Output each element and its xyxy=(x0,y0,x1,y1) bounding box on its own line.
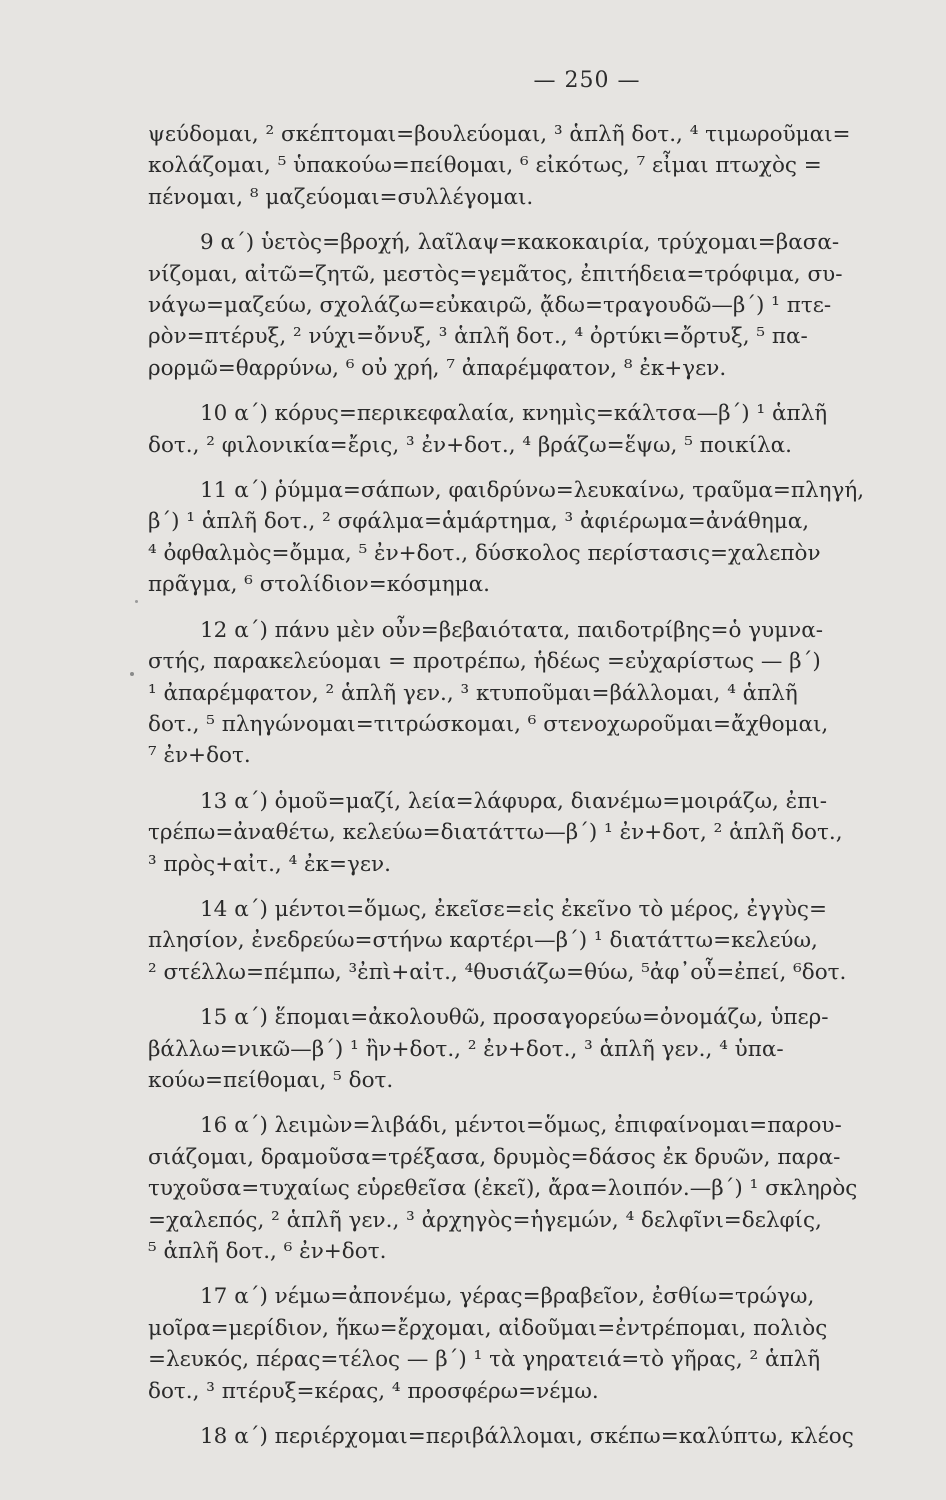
text-line: δοτ., ³ πτέρυξ=κέρας, ⁴ προσφέρω=νέμω. xyxy=(148,1378,599,1404)
paragraph-16 xyxy=(148,1110,906,1267)
paragraph-13 xyxy=(148,786,906,880)
text-line: τρέπω=ἀναθέτω, κελεύω=διατάττω—β΄) ¹ ἐν+δοτ, ² ἁπλῆ δοτ., xyxy=(148,820,843,846)
text-line: 13 α΄) ὁμοῦ=μαζί, λεία=λάφυρα, διανέμω=μοιράζω, ἐπι- xyxy=(200,788,828,814)
text-line: 15 α΄) ἕπομαι=ἀκολουθῶ, προσαγορεύω=ὀνομάζω, ὑπερ- xyxy=(200,1005,829,1031)
text-line: δοτ., ⁵ πληγώνομαι=τιτρώσκομαι, ⁶ στενοχωροῦμαι=ἄχθομαι, xyxy=(148,711,829,737)
text-line: κούω=πείθομαι, ⁵ δοτ. xyxy=(148,1067,394,1093)
text-line: 10 α΄) κόρυς=περικεφαλαία, κνημὶς=κάλτσα—β΄) ¹ ἁπλῆ xyxy=(200,401,828,427)
text-line: ² στέλλω=πέμπω, ³ἐπὶ+αἰτ., ⁴θυσιάζω=θύω, ⁵ἀφ᾽οὗ=ἐπεί, ⁶δοτ. xyxy=(148,959,847,985)
paragraph-18 xyxy=(148,1421,906,1452)
text-line: 12 α΄) πάνυ μὲν οὖν=βεβαιότατα, παιδοτρίβης=ὁ γυμνα- xyxy=(200,617,824,643)
text-line: βάλλω=νικῶ—β΄) ¹ ἢν+δοτ., ² ἐν+δοτ., ³ ἁπλῆ γεν., ⁴ ὑπα- xyxy=(148,1036,784,1062)
text-line: τυχοῦσα=τυχαίως εὑρεθεῖσα (ἐκεῖ), ἄρα=λοιπόν.—β΄) ¹ σκληρὸς xyxy=(148,1176,858,1202)
text-line: πλησίον, ἐνεδρεύω=στήνω καρτέρι—β΄) ¹ διατάττω=κελεύω, xyxy=(148,928,818,954)
text-line: μοῖρα=μερίδιον, ἥκω=ἔρχομαι, αἰδοῦμαι=ἐντρέπομαι, πολιὸς xyxy=(148,1315,828,1341)
text-line: πένομαι, ⁸ μαζεύομαι=συλλέγομαι. xyxy=(148,184,534,210)
text-line: ³ πρὸς+αἰτ., ⁴ ἐκ=γεν. xyxy=(148,851,391,877)
text-line: 17 α΄) νέμω=ἀπονέμω, γέρας=βραβεῖον, ἐσθίω=τρώγω, xyxy=(200,1284,815,1310)
text-line: 9 α΄) ὑετὸς=βροχή, λαῖλαψ=κακοκαιρία, τρύχομαι=βασα- xyxy=(200,230,840,256)
text-line: ⁵ ἁπλῆ δοτ., ⁶ ἐν+δοτ. xyxy=(148,1239,387,1264)
text-line: ⁷ ἐν+δοτ. xyxy=(148,743,251,769)
page-number: — 250 — xyxy=(533,68,641,93)
text-line: δοτ., ² φιλονικία=ἔρις, ³ ἐν+δοτ., ⁴ βράζω=ἕψω, ⁵ ποικίλα. xyxy=(148,432,793,458)
text-line: 18 α΄) περιέρχομαι=περιβάλλομαι, σκέπω=καλύπτω, κλέος xyxy=(200,1424,854,1450)
text-line: ⁴ ὀφθαλμὸς=ὄμμα, ⁵ ἐν+δοτ., δύσκολος περίστασις=χαλεπὸν xyxy=(148,540,821,566)
paragraph-9 xyxy=(148,227,906,384)
text-line: 14 α΄) μέντοι=ὅμως, ἐκεῖσε=εἰς ἐκεῖνο τὸ μέρος, ἐγγὺς= xyxy=(200,896,827,922)
text-line: =χαλεπός, ² ἁπλῆ γεν., ³ ἀρχηγὸς=ἡγεμών, ⁴ δελφῖνι=δελφίς, xyxy=(148,1207,822,1233)
text-line: στής, παρακελεύομαι = προτρέπω, ἡδέως =εὐχαρίστως — β΄) xyxy=(148,649,821,675)
paragraph-10 xyxy=(148,398,906,461)
text-line: 16 α΄) λειμὼν=λιβάδι, μέντοι=ὅμως, ἐπιφαίνομαι=παρου- xyxy=(200,1113,842,1139)
text-line: ψεύδομαι, ² σκέπτομαι=βουλεύομαι, ³ ἁπλῆ δοτ., ⁴ τιμωροῦμαι= xyxy=(148,122,851,147)
text-line: νάγω=μαζεύω, σχολάζω=εὐκαιρῶ, ᾄδω=τραγουδῶ—β΄) ¹ πτε- xyxy=(148,293,832,319)
text-line: ρὸν=πτέρυξ, ² νύχι=ὄνυξ, ³ ἁπλῆ δοτ., ⁴ ὀρτύκι=ὄρτυξ, ⁵ πα- xyxy=(148,324,808,350)
paragraph-15 xyxy=(148,1002,906,1096)
text-line: ¹ ἀπαρέμφατον, ² ἁπλῆ γεν., ³ κτυποῦμαι=βάλλομαι, ⁴ ἁπλῆ xyxy=(148,680,798,706)
text-line: ρορμῶ=θαρρύνω, ⁶ οὐ χρή, ⁷ ἀπαρέμφατον, ⁸ ἐκ+γεν. xyxy=(148,355,727,381)
text-line: σιάζομαι, δραμοῦσα=τρέξασα, δρυμὸς=δάσος ἐκ δρυῶν, παρα- xyxy=(148,1144,841,1170)
paragraph-8 xyxy=(148,119,906,213)
print-speck xyxy=(135,600,138,603)
text-line: πρᾶγμα, ⁶ στολίδιον=κόσμημα. xyxy=(148,572,490,598)
text-line: 11 α΄) ῥύμμα=σάπων, φαιδρύνω=λευκαίνω, τραῦμα=πληγή, xyxy=(200,478,865,504)
paragraph-12 xyxy=(148,615,906,772)
text-line: =λευκός, πέρας=τέλος — β΄) ¹ τὰ γηρατειά=τὸ γῆρας, ² ἁπλῆ xyxy=(148,1347,821,1373)
paragraph-14 xyxy=(148,894,906,988)
text-line: κολάζομαι, ⁵ ὑπακούω=πείθομαι, ⁶ εἰκότως, ⁷ εἶμαι πτωχὸς = xyxy=(148,153,822,179)
text-line: β΄) ¹ ἁπλῆ δοτ., ² σφάλμα=ἁμάρτημα, ³ ἀφιέρωμα=ἀνάθημα, xyxy=(148,509,810,535)
paragraph-11 xyxy=(148,475,906,601)
print-speck xyxy=(130,672,134,676)
paragraph-17 xyxy=(148,1281,906,1407)
text-line: νίζομαι, αἰτῶ=ζητῶ, μεστὸς=γεμᾶτος, ἐπιτήδεια=τρόφιμα, συ- xyxy=(148,261,843,287)
